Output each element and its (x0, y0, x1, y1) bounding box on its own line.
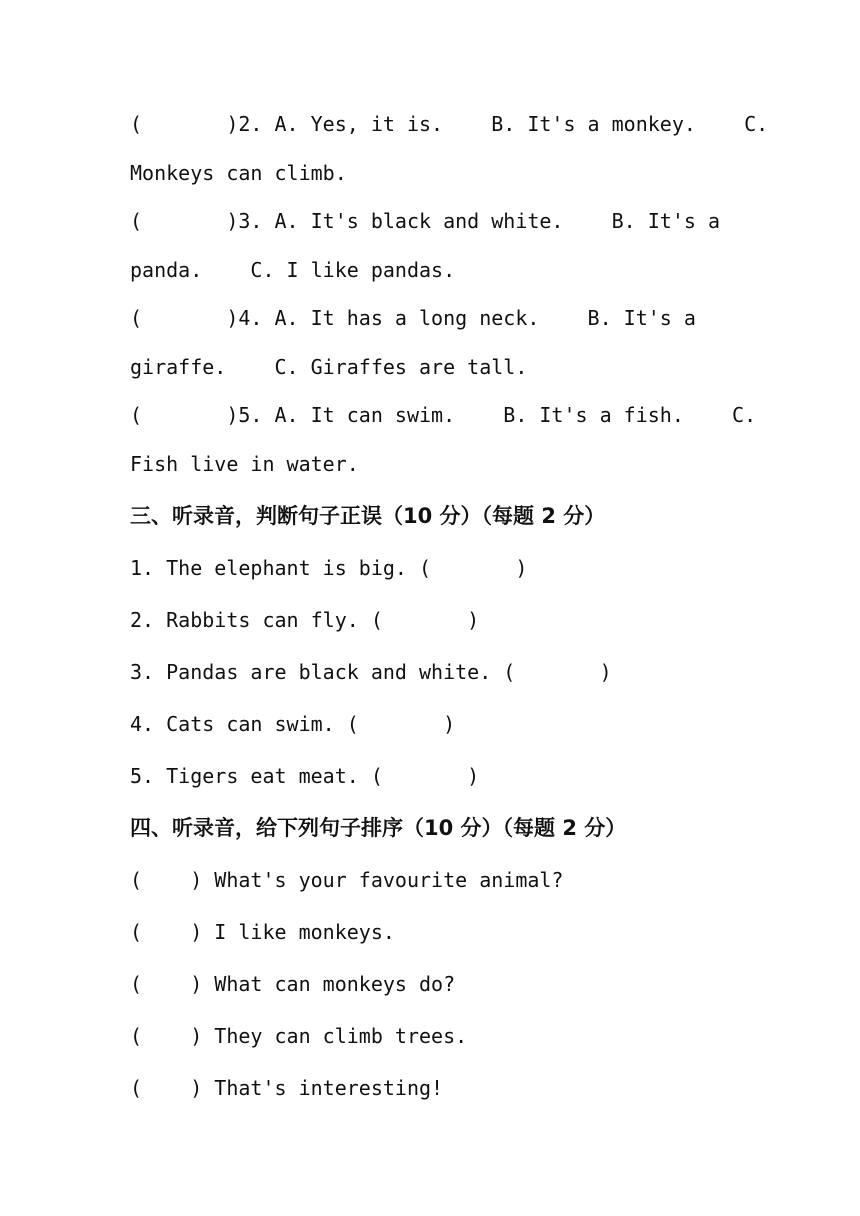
section4-item-5: ( ) That's interesting! (130, 1076, 444, 1100)
section2-continued (130, 102, 769, 490)
section3-item-3: 3. Pandas are black and white. ( ) (130, 660, 612, 684)
section4-item-3: ( ) What can monkeys do? (130, 972, 456, 996)
question-5-line2: Fish live in water. (130, 452, 359, 476)
question-3 (130, 199, 730, 296)
question-4 (130, 296, 730, 393)
question-3-line2: panda. C. I like pandas. (130, 258, 456, 282)
section4-item-1: ( ) What's your favourite animal? (130, 868, 564, 892)
question-2 (130, 102, 769, 199)
section3-item-5: 5. Tigers eat meat. ( ) (130, 764, 480, 788)
section3-item-1: 1. The elephant is big. ( ) (130, 556, 528, 580)
question-2-line2: Monkeys can climb. (130, 161, 347, 185)
question-5-line1: ( )5. A. It can swim. B. It's a fish. C. (130, 403, 757, 427)
section4-item-2: ( ) I like monkeys. (130, 920, 395, 944)
section3-item-4: 4. Cats can swim. ( ) (130, 712, 456, 736)
section3-item-2: 2. Rabbits can fly. ( ) (130, 608, 480, 632)
section3-heading: 三、听录音，判断句子正误（10 分）（每题 2 分） (130, 504, 606, 528)
question-4-line2: giraffe. C. Giraffes are tall. (130, 355, 528, 379)
section4-item-4: ( ) They can climb trees. (130, 1024, 468, 1048)
question-2-line1: ( )2. A. Yes, it is. B. It's a monkey. C. (130, 112, 769, 136)
section4-heading: 四、听录音，给下列句子排序（10 分）（每题 2 分） (130, 816, 627, 840)
section4 (130, 802, 730, 1114)
question-3-line1: ( )3. A. It's black and white. B. It's a (130, 209, 721, 233)
question-5 (130, 393, 757, 490)
section3 (130, 490, 730, 802)
worksheet-page (130, 102, 769, 1114)
question-4-line1: ( )4. A. It has a long neck. B. It's a (130, 306, 696, 330)
